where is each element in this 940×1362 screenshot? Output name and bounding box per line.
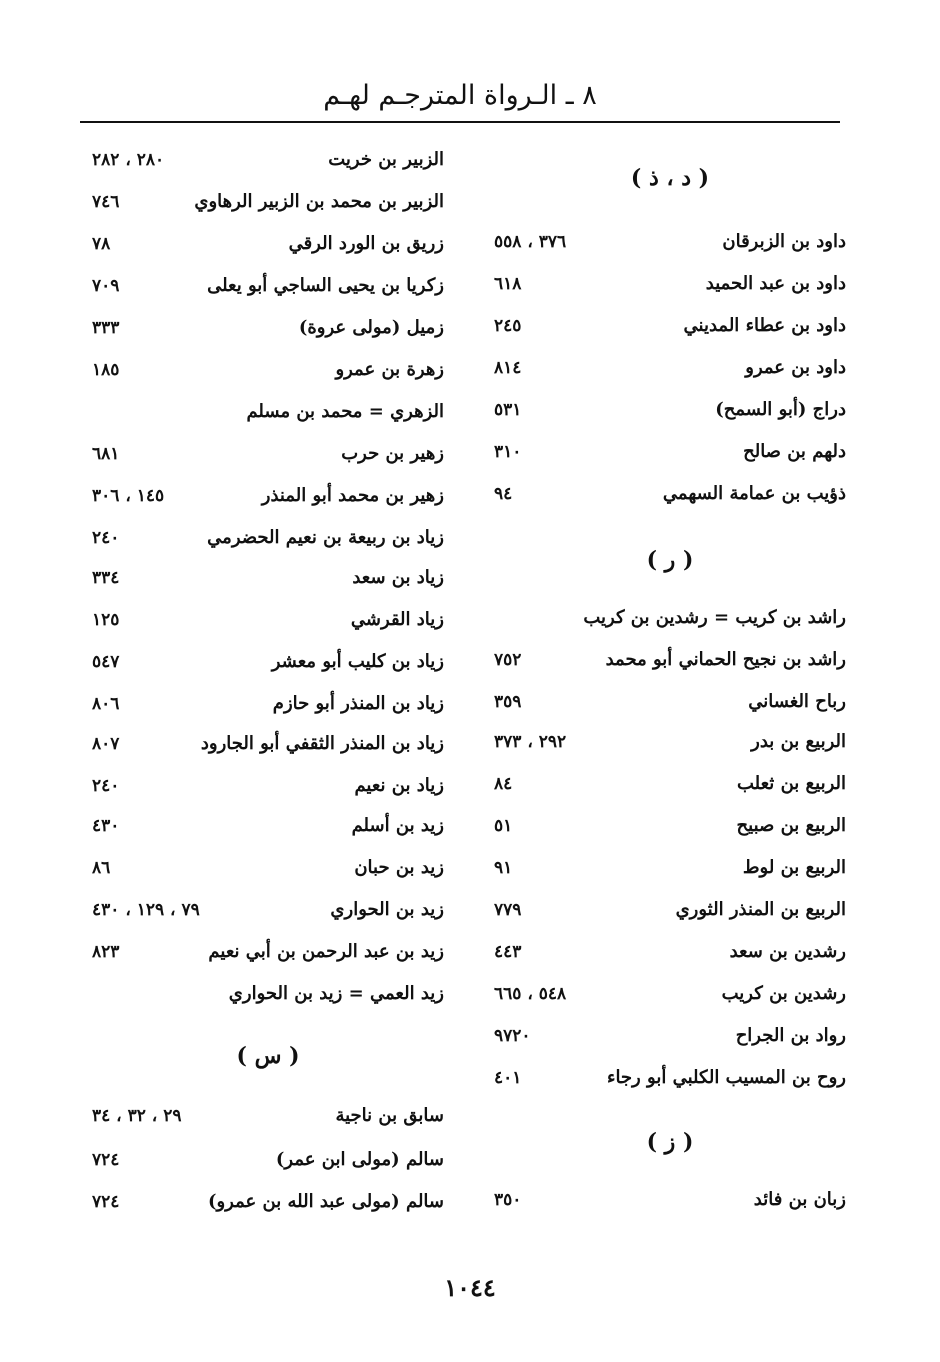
entry-pages: ٧٤٦ [92,192,120,212]
entry-name: رباح الغساني [748,691,846,712]
entry-pages: ٤٣٠ [92,816,120,836]
index-entry [92,724,444,764]
entry-name: الزبير بن خريت [328,149,444,170]
index-entry [494,1016,846,1056]
entry-name: داود بن عبد الحميد [705,273,846,294]
entry-pages: ٧٢٤ [92,1192,120,1212]
entry-name: راشد بن نجيح الحماني أبو محمد [605,649,846,670]
entry-name: زكريا بن يحيى الساجي أبو يعلى [207,275,444,296]
page-header-title: ٨ ـ الـرواة المترجـم لهـم [323,80,597,111]
entry-pages: ٥٤٧ [92,652,120,672]
entry-name: سالم (مولى ابن عمر) [275,1149,444,1170]
entry-pages: ٣٧٦ ، ٥٥٨ [494,232,567,252]
index-entry [92,476,444,516]
entry-pages: ٨٦ [92,858,111,878]
entry-name: زياد بن المنذر الثقفي أبو الجارود [200,733,444,754]
entry-pages: ٣٥٩ [494,692,522,712]
entry-pages: ٨٠٧ [92,734,120,754]
index-entry [494,1058,846,1098]
entry-name: زهير بن محمد أبو المنذر [261,485,444,506]
entry-pages: ٧٧٩ [494,900,522,920]
entry-pages: ٨١٤ [494,358,522,378]
entry-pages: ٣٥٠ [494,1190,522,1210]
entry-pages: ٦٨١ [92,444,120,464]
entry-name: سابق بن ناجية [335,1105,444,1126]
entry-pages: ٣٣٣ [92,318,120,338]
entry-name: زيد بن حبان [354,857,444,878]
index-entry [92,140,444,180]
section-heading-zay: ( ز ) [646,1129,694,1155]
index-entry [92,1182,444,1222]
entry-pages: ٧٠٩ [92,276,120,296]
entry-name: زهرة بن عمرو [335,359,444,380]
entry-pages: ٢٤٠ [92,528,120,548]
index-entry [494,474,846,514]
entry-pages: ٣٣٤ [92,568,120,588]
index-entry [494,890,846,930]
section-heading-ra: ( ر ) [646,547,694,573]
entry-pages: ١٢٥ [92,610,120,630]
index-entry [92,266,444,306]
header-rule [80,121,840,123]
entry-name: راشد بن كريب = رشدين بن كريب [583,607,846,628]
entry-pages: ٩١ [494,858,513,878]
index-entry [92,974,444,1014]
index-entry [494,722,846,762]
entry-name: زياد بن المنذر أبو حازم [272,693,444,714]
index-entry [92,1096,444,1136]
entry-pages: ٨٠٦ [92,694,120,714]
entry-pages: ٢٤٥ [494,316,522,336]
entry-pages: ٢٨٠ ، ٢٨٢ [92,150,165,170]
entry-name: رشدين بن سعد [729,941,846,962]
index-entry [494,640,846,680]
entry-pages: ٤٤٣ [494,942,522,962]
entry-name: الربيع بن المنذر الثوري [675,899,846,920]
entry-pages: ٣١٠ [494,442,522,462]
entry-pages: ٥٤٨ ، ٦٦٥ [494,984,567,1004]
index-entry [494,764,846,804]
entry-pages: ٩٧٢٠ [494,1026,531,1046]
entry-name: زياد القرشي [350,609,444,630]
entry-name: زياد بن سعد [352,567,444,588]
index-entry [494,974,846,1014]
entry-name: الربيع بن ثعلب [736,773,846,794]
entry-pages: ٢٤٠ [92,776,120,796]
index-entry [92,182,444,222]
index-entry [494,932,846,972]
index-entry [494,390,846,430]
index-entry [92,932,444,972]
index-entry [92,600,444,640]
entry-name: الربيع بن صبيح [736,815,846,836]
entry-pages: ٨٤ [494,774,513,794]
entry-name: زميل (مولى عروة) [298,317,444,338]
entry-name: داود بن عمرو [745,357,846,378]
entry-pages: ٩٤ [494,484,513,504]
entry-pages: ١٤٥ ، ٣٠٦ [92,486,165,506]
index-entry [92,1140,444,1180]
entry-name: رشدين بن كريب [721,983,846,1004]
entry-pages: ٧٨ [92,234,111,254]
entry-pages: ٥٣١ [494,400,522,420]
index-entry [494,1180,846,1220]
index-entry [92,224,444,264]
entry-name: زيد بن الحواري [330,899,444,920]
entry-name: رواد بن الجراح [735,1025,846,1046]
entry-name: زيد بن عبد الرحمن بن أبي نعيم [208,941,444,962]
entry-name: زياد بن كليب أبو معشر [271,651,444,672]
index-entry [494,264,846,304]
index-entry [92,684,444,724]
entry-name: زريق بن الورد الرقي [288,233,444,254]
index-entry [494,848,846,888]
entry-pages: ٢٩٢ ، ٣٧٣ [494,732,567,752]
entry-name: زبان بن فائد [753,1189,846,1210]
index-entry [92,308,444,348]
entry-pages: ١٨٥ [92,360,120,380]
index-entry [92,518,444,558]
entry-name: الزهري = محمد بن مسلم [246,401,444,422]
entry-name: الربيع بن بدر [751,731,846,752]
entry-pages: ٤٠١ [494,1068,522,1088]
entry-name: داود بن الزبرقان [722,231,846,252]
entry-pages: ٧٥٢ [494,650,522,670]
index-entry [92,642,444,682]
entry-pages: ٦١٨ [494,274,522,294]
entry-name: دلهم بن صالح [743,441,846,462]
index-entry [92,434,444,474]
entry-name: زيد العمي = زيد بن الحواري [228,983,444,1004]
index-entry [92,350,444,390]
index-entry [494,682,846,722]
entry-pages: ٧٢٤ [92,1150,120,1170]
entry-name: زياد بن نعيم [354,775,444,796]
index-entry [92,890,444,930]
index-entry [494,432,846,472]
index-entry [92,392,444,432]
page-number: ١٠٤٤ [444,1273,496,1302]
index-entry [494,306,846,346]
entry-name: زيد بن أسلم [351,815,444,836]
entry-name: زهير بن حرب [341,443,444,464]
index-entry [494,806,846,846]
entry-name: روح بن المسيب الكلبي أبو رجاء [606,1067,846,1088]
index-entry [92,806,444,846]
entry-pages: ٧٩ ، ١٢٩ ، ٤٣٠ [92,900,200,920]
section-heading-sin: ( س ) [236,1043,300,1069]
entry-name: الزبير بن محمد بن الزبير الرهاوي [194,191,444,212]
entry-pages: ٥١ [494,816,513,836]
index-entry [92,558,444,598]
entry-name: ذؤيب بن عمامة السهمي [662,483,846,504]
entry-name: الربيع بن لوط [742,857,846,878]
index-entry [92,766,444,806]
entry-pages: ٨٢٣ [92,942,120,962]
index-entry [494,598,846,638]
index-entry [494,222,846,262]
index-entry [92,848,444,888]
entry-name: سالم (مولى عبد الله بن عمرو) [207,1191,444,1212]
entry-name: داود بن عطاء المديني [683,315,846,336]
section-heading-dal-dhal: ( د ، ذ ) [630,165,710,191]
index-entry [494,348,846,388]
entry-pages: ٢٩ ، ٣٢ ، ٣٤ [92,1106,182,1126]
entry-name: دراج (أبو السمح) [715,399,846,420]
entry-name: زياد بن ربيعة بن نعيم الحضرمي [207,527,444,548]
